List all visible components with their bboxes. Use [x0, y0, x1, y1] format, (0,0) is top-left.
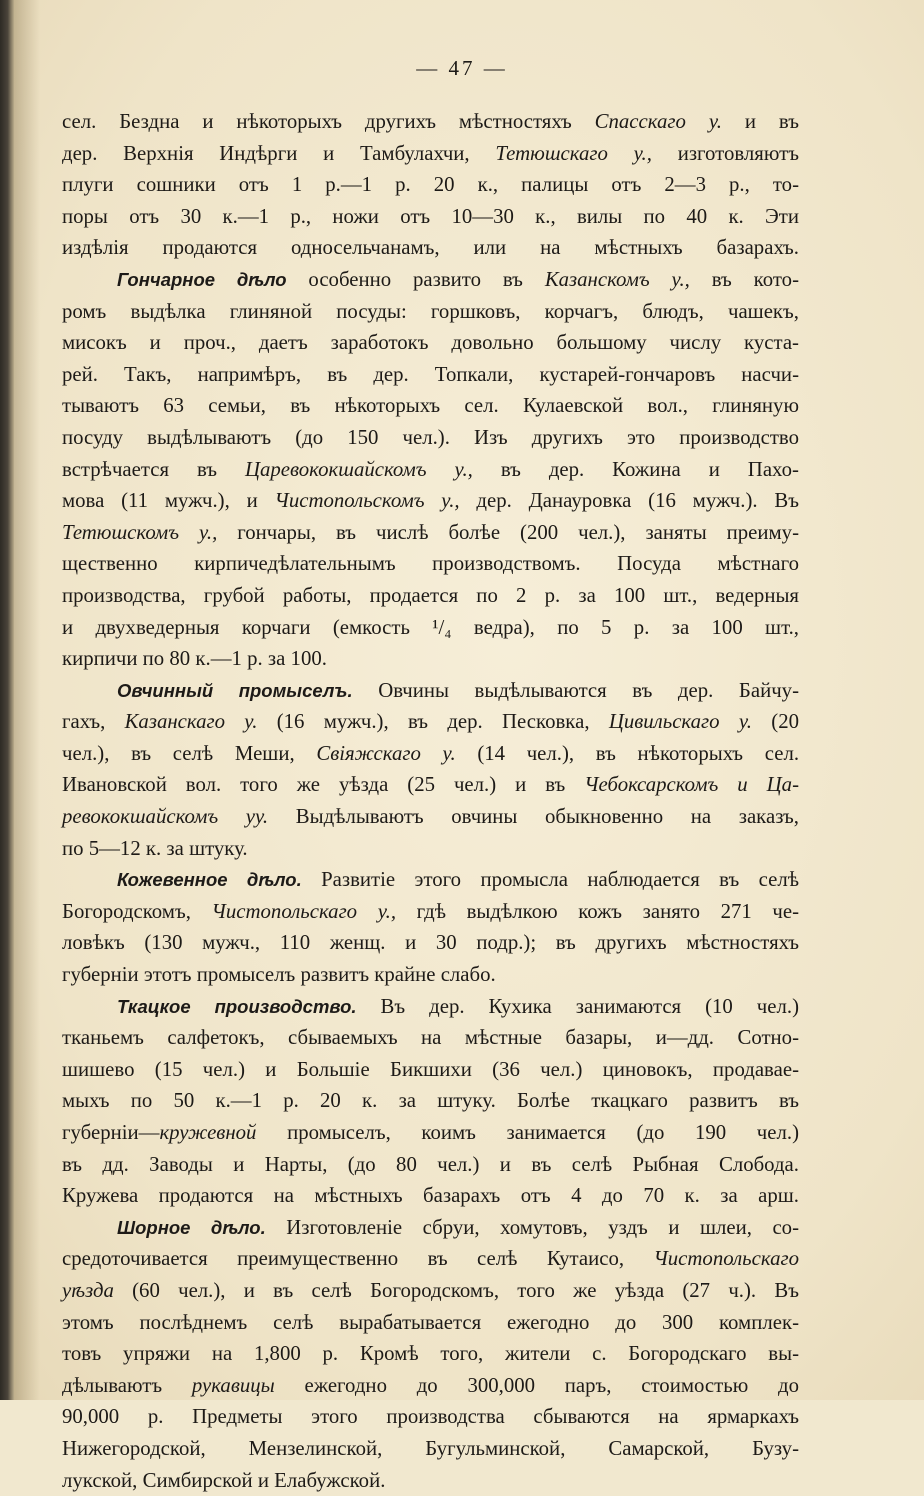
text-segment: губерніи этотъ промыселъ развитъ крайне слабо. — [62, 963, 496, 987]
text-segment: посуду выдѣлываютъ (до 150 чел.). Изъ другихъ это производство — [62, 425, 799, 449]
italic-text: Спасскаго у. — [594, 110, 722, 133]
text-segment: мыхъ по 50 к.—1 р. 20 к. за штуку. Болѣе ткацкаго развитъ въ — [62, 1089, 799, 1113]
text-segment: и въ — [721, 110, 799, 133]
text-segment: въ дер. Кожина и Пахо- — [472, 457, 799, 481]
text-line — [62, 1180, 799, 1212]
text-segment: чел.), въ селѣ Меши, — [62, 741, 317, 765]
text-segment: лукской, Симбирской и Елабужской. — [62, 1468, 386, 1492]
text-line — [62, 801, 799, 833]
text-line — [62, 422, 799, 454]
text-segment: ловѣкъ (130 мужч., 110 женщ. и 30 подр.); въ другихъ мѣстностяхъ — [62, 931, 799, 955]
text-segment: поры отъ 30 к.—1 р., ножи отъ 10—30 к., вилы по 40 к. Эти — [62, 204, 799, 228]
text-segment: производства, грубой работы, продается по 2 р. за 100 шт., ведерныя — [62, 583, 799, 607]
text-segment: губерніи— — [62, 1121, 160, 1144]
text-segment: шишево (15 чел.) и Большіе Бикшихи (36 чел.) циновокъ, продавае- — [62, 1057, 799, 1081]
italic-text: Казанскомъ у., — [544, 267, 690, 291]
gutter-shadow — [14, 0, 40, 1400]
text-segment: рей. Такъ, напримѣръ, въ дер. Топкали, кустарей-гончаровъ насчи- — [62, 362, 799, 386]
italic-text: Чистопольскомъ у., — [274, 489, 460, 513]
text-segment: товъ упряжи на 1,800 р. Кромѣ того, жители с. Богородскаго вы- — [62, 1342, 799, 1366]
text-segment: дер. Данауровка (16 мужч.). Въ — [459, 489, 799, 513]
text-segment: плуги сошники отъ 1 р.—1 р. 20 к., палицы отъ 2—3 р., то- — [62, 173, 799, 197]
section-heading: Шорное дѣло. — [117, 1216, 266, 1238]
text-segment: гончары, въ числѣ болѣе (200 чел.), заняты преиму- — [217, 520, 799, 544]
text-line — [62, 1275, 799, 1307]
text-segment: особенно развито въ — [286, 267, 545, 291]
italic-text: Чебоксарскомъ и Ца- — [584, 773, 800, 797]
text-line — [62, 1117, 799, 1149]
text-segment: щественно кирпичедѣлательнымъ производствомъ. Посуда мѣстнаго — [62, 552, 799, 576]
text-segment: средоточивается преимущественно въ селѣ Кутаисо, — [62, 1247, 654, 1271]
text-line — [62, 1085, 799, 1117]
text-line — [62, 833, 799, 865]
italic-text: кружевной — [159, 1121, 257, 1144]
text-line — [62, 232, 799, 264]
text-line — [62, 1243, 799, 1275]
text-segment: въ кото- — [689, 267, 799, 291]
text-line — [62, 927, 799, 959]
text-line — [62, 454, 799, 486]
text-segment: дѣлываютъ — [62, 1373, 192, 1397]
text-line — [62, 296, 799, 328]
text-line — [62, 517, 799, 549]
body-text — [62, 106, 799, 1496]
section-heading: Ткацкое производство. — [117, 995, 357, 1017]
text-line — [62, 1465, 799, 1496]
text-segment: этомъ послѣднемъ селѣ вырабатывается ежегодно до 300 комплек- — [62, 1310, 799, 1334]
text-segment: Овчины выдѣлываются въ дер. Байчу- — [352, 678, 800, 702]
text-segment: тываютъ 63 семьи, въ нѣкоторыхъ сел. Кулаевской вол., глиняную — [62, 394, 799, 418]
text-segment: по 5—12 к. за штуку. — [62, 836, 248, 860]
text-segment: Богородскомъ, — [62, 899, 212, 923]
text-line — [62, 706, 799, 738]
text-line — [62, 169, 799, 201]
text-segment: и двухведерныя корчаги (емкость ¹/₄ ведра), по 5 р. за 100 шт., — [62, 615, 799, 639]
text-segment: сел. Бездна и нѣкоторыхъ другихъ мѣстностяхъ — [62, 110, 595, 133]
text-line — [62, 1212, 799, 1244]
text-segment: дер. Верхнія Индѣрги и Тамбулахчи, — [62, 141, 496, 165]
italic-text: Царевококшайскомъ у., — [244, 457, 473, 481]
text-segment: Изготовленіе сбруи, хомутовъ, уздъ и шлеи, со- — [265, 1215, 799, 1239]
text-line — [62, 896, 799, 928]
text-segment: мисокъ и проч., даетъ заработокъ довольно большому числу куста- — [62, 331, 799, 355]
text-line — [62, 359, 799, 391]
italic-text: Казанскаго у. — [124, 710, 258, 734]
text-segment: гахъ, — [62, 710, 125, 734]
italic-text: рукавицы — [191, 1373, 275, 1397]
text-line — [62, 675, 799, 707]
text-segment: мова (11 мужч.), и — [62, 489, 275, 513]
italic-text: уѣзда — [62, 1278, 114, 1302]
italic-text: Чистопольскаго — [653, 1247, 799, 1271]
text-line — [62, 1022, 799, 1054]
text-segment: кирпичи по 80 к.—1 р. за 100. — [62, 647, 327, 671]
text-segment: Развитіе этого промысла наблюдается въ селѣ — [301, 868, 800, 892]
text-line — [62, 264, 799, 296]
italic-text: Тетюшскомъ у., — [62, 520, 218, 544]
text-line — [62, 580, 799, 612]
section-heading: Кожевенное дѣло. — [117, 869, 302, 891]
text-segment: (60 чел.), и въ селѣ Богородскомъ, того же уѣзда (27 ч.). Въ — [113, 1278, 799, 1302]
text-segment: Нижегородской, Мензелинской, Бугульминской, Самарской, Бузу- — [62, 1436, 799, 1460]
text-segment: ежегодно до 300,000 паръ, стоимостью до — [274, 1373, 799, 1397]
text-line — [62, 769, 799, 801]
italic-text: Свіяжскаго у. — [316, 741, 456, 765]
text-line — [62, 138, 799, 170]
text-line — [62, 1338, 799, 1370]
text-line — [62, 327, 799, 359]
italic-text: ревококшайскомъ уу. — [62, 805, 269, 829]
text-segment: (20 — [751, 710, 800, 734]
text-line — [62, 1401, 799, 1433]
book-binding-edge — [0, 0, 14, 1400]
text-line — [62, 390, 799, 422]
text-line — [62, 612, 799, 644]
text-segment: изготовляютъ — [651, 141, 799, 165]
text-segment: Въ дер. Кухика занимаются (10 чел.) — [356, 994, 799, 1018]
text-line — [62, 1433, 799, 1465]
italic-text: Чистопольскаго у., — [211, 899, 397, 923]
text-segment: Выдѣлываютъ овчины обыкновенно на заказъ, — [268, 805, 800, 829]
text-segment: (14 чел.), въ нѣкоторыхъ сел. — [455, 741, 800, 765]
text-segment: ромъ выдѣлка глиняной посуды: горшковъ, корчагъ, блюдъ, чашекъ, — [62, 299, 799, 323]
text-line — [62, 548, 799, 580]
italic-text: Цивильскаго у. — [608, 710, 752, 734]
section-heading: Гончарное дѣло — [117, 268, 287, 290]
text-line — [62, 201, 799, 233]
text-line — [62, 991, 799, 1023]
text-line — [62, 485, 799, 517]
page-number: — 47 — — [416, 56, 508, 80]
text-line — [62, 959, 799, 991]
text-line — [62, 1307, 799, 1339]
section-heading: Овчинный промыселъ. — [117, 679, 353, 701]
text-line — [62, 106, 799, 138]
text-segment: въ дд. Заводы и Нарты, (до 80 чел.) и въ селѣ Рыбная Слобода. — [62, 1152, 799, 1176]
text-line — [62, 1149, 799, 1181]
text-segment: издѣлія продаются односельчанамъ, или на мѣстныхъ базарахъ. — [62, 236, 799, 260]
text-segment: Кружева продаются на мѣстныхъ базарахъ отъ 4 до 70 к. за арш. — [62, 1184, 799, 1208]
text-line — [62, 643, 799, 675]
text-segment: Ивановской вол. того же уѣзда (25 чел.) и въ — [62, 773, 585, 797]
italic-text: Тетюшскаго у., — [495, 141, 652, 165]
text-segment: встрѣчается въ — [62, 457, 245, 481]
text-line — [62, 1054, 799, 1086]
text-segment: 90,000 р. Предметы этого производства сбываются на ярмаркахъ — [62, 1405, 799, 1429]
text-segment: тканьемъ салфетокъ, сбываемыхъ на мѣстные базары, и—дд. Сотно- — [62, 1026, 799, 1050]
text-line — [62, 738, 799, 770]
text-line — [62, 1370, 799, 1402]
text-line — [62, 864, 799, 896]
text-segment: (16 мужч.), въ дер. Песковка, — [257, 710, 609, 734]
text-segment: гдѣ выдѣлкою кожъ занято 271 че- — [396, 899, 800, 923]
text-segment: промыселъ, коимъ занимается (до 190 чел.) — [256, 1121, 799, 1144]
